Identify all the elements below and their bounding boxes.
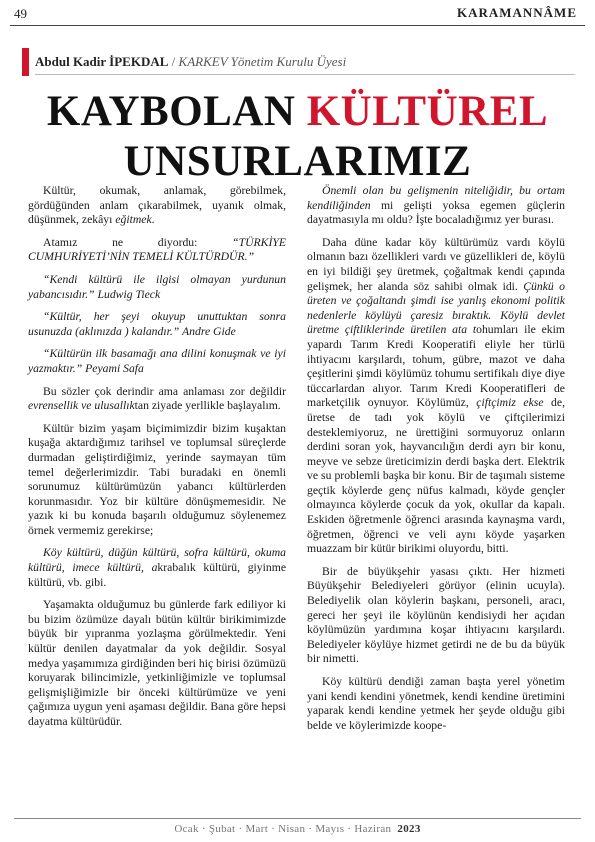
author-accent-bar	[22, 48, 29, 76]
author-byline	[35, 50, 575, 75]
footer-year: 2023	[397, 823, 421, 835]
issue-footer	[0, 823, 595, 835]
paragraph	[307, 184, 565, 228]
text-run: Kültür, okumak, anlamak, görebilmek, gördüğünden anlam çıkarabilmek, uyanık olmak, düşünmek, zekâyı	[28, 184, 286, 227]
italic-text: “Kültürün ilk basamağı ana dilini konuşmak ve iyi yazmaktır.” Peyami Safa	[28, 347, 286, 375]
header-divider	[10, 25, 585, 26]
paragraph	[307, 675, 565, 733]
text-run: .	[151, 213, 155, 227]
italic-text: Önemli olan bu gelişmenin niteliğidir, bu ortam kendiliğinden	[307, 184, 565, 212]
paragraph	[307, 565, 565, 667]
text-run: Atamız ne diyordu:	[43, 235, 233, 249]
paragraph	[307, 236, 565, 557]
magazine-name: KARAMANNÂME	[456, 5, 577, 20]
text-run: de, üretse de tadı yok köylü ve çiftçilerimizi desteklemiyoruz, ne ürettiğini sormuyoruz onların derdini soran yok, hayvancılığın derdi ayrı bir konu, meyve ve sebze üreticimizin derdi başka dert. Elektrik ve su problemli başka bir konu. Bir de taşımalı sisteme geçtik köylerde genç nüfus kalmadı, köyde gençler olmayınca köylerde çocuk da yok, okullar da kapalı. Eskiden öğretmenle öğrenci arasında kaynaşma vardı, öğretmen, öğrenci ve veli aynı köyde yaşarken muazzam bir kütür birikimi oluyordu, bitti.	[307, 396, 565, 556]
text-run: tan ziyade yerllikle başlayalım.	[134, 399, 281, 413]
italic-text: çiftçimiz ekse	[476, 396, 544, 410]
right-text-column	[307, 184, 565, 733]
italic-text: “Kendi kültürü ile ilgisi olmayan yurdunun yabancısıdır.” Ludwig Tieck	[28, 272, 286, 301]
text-run: Yaşamakta olduğumuz bu günlerde fark ediliyor ki bu bizim özümüze dayalı bütün kültür birikimimizde büyük bir yıpranma yozlaşma görülmektedir. Yeni kültür denilen dayatmalar da yok değildir. Sosyal medya yaşamımıza girdiğinden beri hiç birisi özümüzü koruyarak bilincimizle, yetkinliğimizle ve toplumsal gelişmişliğimizle bir önceki kültürümüze ve yeni çağımıza uygun yeni aşaması değildir. Bana göre hepsi dayatma kültürüdür.	[28, 598, 286, 728]
text-run: Bir de büyükşehir yasası çıktı. Her hizmeti Büyükşehir Belediyeleri görüyor (elinin ucuyla). Belediyelik olan köylerin başkanı, personeli, aracı, gereci her şeyi ile köylünün kendisiydi her açıdan köylümüzün yardımına koşar ihtiyacını karşılardı. Belediyeler köylüye hizmet getirdi ne de bu da büyük bir nimetti.	[307, 564, 565, 666]
paragraph	[28, 347, 286, 376]
text-run: ohumları ile ekim yapardı Tarım Kredi Kooperatifi eliyle her türlü ihtiyacını karşılardı, tohum, gübre, mazot ve daha çeşitlerini şimdi köylümüz tohumu sertifikalı diye diye tüccarlardan alıyor. Tarım Kredi Kooperatifleri de marketçilik oynuyor. Köylümüz,	[307, 323, 565, 410]
paragraph	[28, 546, 286, 590]
footer-divider	[14, 818, 581, 819]
italic-text: Köy kültürü, düğün kültürü, sofra kültürü, okuma kültürü, imece kültürü, a	[28, 546, 286, 575]
paragraph	[28, 273, 286, 302]
text-run: krabalık kültürü, giyinme kültürü, vb. gibi.	[28, 561, 287, 589]
text-run: Bu sözler çok derindir ama anlaması zor değildir	[43, 384, 286, 398]
paragraph	[28, 598, 286, 729]
author-separator: /	[168, 54, 179, 69]
paragraph	[28, 310, 286, 339]
paragraph	[28, 385, 286, 414]
paragraph	[28, 184, 286, 228]
article-title-line-2: UNSURLARIMIZ	[123, 138, 472, 185]
italic-text: “TÜRKİYE CUMHURİYETİ’NİN TEMELİ KÜLTÜRDÜR.”	[28, 235, 286, 264]
title-word-kulturel: KÜLTÜREL	[306, 88, 549, 135]
text-run: Kültür bizim yaşam biçimimizdir bizim kuşaktan kuşağa aktardığımız tarihsel ve toplumsal süreçlerde durmadan geliştirdiğimiz, yerinde saymayan tüm temel değerlerimizdir. Tabi buradaki en önemli sorunumuz kültürümüzün yabancı kültürlerden korunmasıdır. Yoz bir kültüre dönüşmemesidir. Ne yazık ki bu konuda başarılı olduğumuz söylenemez örnek vermemiz gerekirse;	[28, 421, 286, 537]
paragraph	[28, 236, 286, 265]
article-title-line-1	[0, 88, 595, 136]
title-word-kaybolan: KAYBOLAN	[46, 88, 307, 135]
left-text-column	[28, 184, 286, 730]
author-role: KARKEV Yönetim Kurulu Üyesi	[178, 54, 347, 69]
text-run: Köy kültürü dendiği zaman başta yerel yönetim yani kendi kendini yönetmek, kendi kendine üretimini yaparak kendi kendine yetmek her şeyde olduğu gibi belde ve köylerimizde koope-	[307, 675, 565, 732]
paragraph	[28, 422, 286, 539]
text-run: Daha düne kadar köy kültürümüz vardı köylü olmanın bazı özellikleri vardı ve güzellikleri de, köylü en iyi bildiği şey üretmek, çoğaltmak kendi çapında gelişmek, her alanda söz sahibi olmak idi.	[307, 235, 565, 293]
italic-text: eğitmek	[115, 213, 152, 227]
italic-text: “Kültür, her şeyi okuyup unuttuktan sonra usunuzda (aklınızda ) kalandır.” Andre Gide	[28, 310, 286, 338]
italic-text: Çünkü o üreten ve çoğaltandı şimdi ise yanlış ekonomi politik nedenlerle köylüyü çaresiz bıraktık. Köylü devlet üretme çiftliklerinde üretilen ata t	[307, 279, 565, 337]
page-number: 49	[14, 6, 27, 21]
author-name: Abdul Kadir İPEKDAL	[35, 54, 169, 69]
italic-text: evrensellik ve ulusallık	[28, 399, 135, 413]
footer-months: Ocak · Şubat · Mart · Nisan · Mayıs · Haziran	[174, 823, 392, 835]
text-run: mi gelişti yoksa egemen güçlerin dayatmasıyla mı oldu? İşte bocaladığımız yer burası.	[307, 198, 565, 227]
